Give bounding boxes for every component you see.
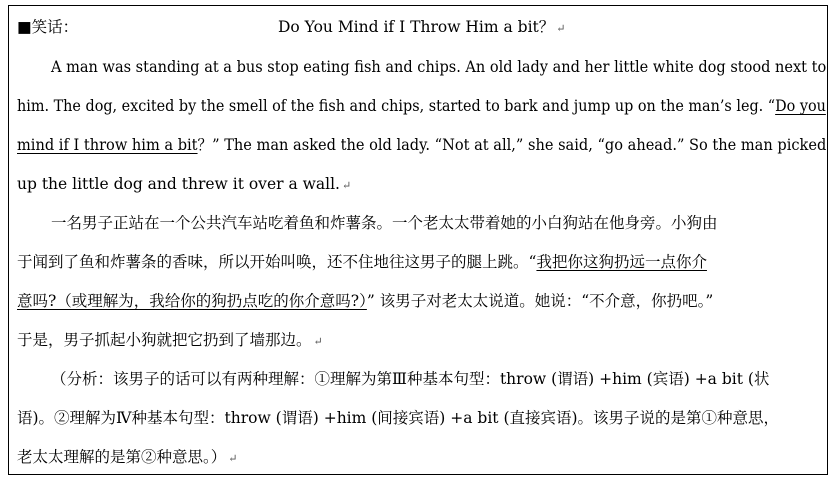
- chinese-line-1-text: 一名男子正站在一个公共汽车站吃着鱼和炸薯条。一个老太太带着她的小白狗站在他身旁。小狗由: [51, 214, 718, 232]
- chinese-line-3-text: ” 该男子对老太太说道。她说：“不介意，你扔吧。”: [366, 292, 714, 310]
- paragraph-mark-icon: ↵: [313, 335, 323, 348]
- chinese-quote-underlined-a: 我把你这狗扔远一点你介: [536, 253, 707, 271]
- english-quote-underlined-a: Do you: [775, 97, 826, 115]
- chinese-line-2: [17, 252, 707, 272]
- english-line-2: [17, 96, 826, 116]
- analysis-line-1-text: （分析：该男子的话可以有两种理解：①理解为第Ⅲ种基本句型：throw (谓语) +him (宾语) +a bit (状: [51, 370, 770, 388]
- english-line-3: [17, 135, 826, 155]
- joke-label: [17, 17, 78, 37]
- joke-label-text: ■笑话：: [17, 18, 79, 36]
- english-line-2-text: him. The dog, excited by the smell of the fish and chips, started to bark and jump up on the man’s leg. “: [17, 97, 776, 115]
- english-line-3-text: ？” The man asked the old lady. “Not at all,” she said, “go ahead.” So the man picked: [197, 136, 827, 154]
- chinese-line-2-text: 于闻到了鱼和炸薯条的香味，所以开始叫唤，还不住地往这男子的腿上跳。“: [17, 253, 537, 271]
- chinese-line-3: [17, 291, 713, 311]
- english-line-1: [51, 57, 826, 77]
- paragraph-mark-icon: ↵: [556, 22, 566, 35]
- chinese-line-4: [17, 330, 323, 352]
- analysis-line-1: [51, 369, 769, 389]
- english-line-4: [17, 174, 351, 196]
- analysis-line-2-text: 语)。②理解为Ⅳ种基本句型：throw (谓语) +him (间接宾语) +a bit (直接宾语)。该男子说的是第①种意思，: [17, 409, 780, 427]
- english-quote-underlined-b: mind if I throw him a bit: [17, 136, 198, 154]
- chinese-line-4-text: 于是，男子抓起小狗就把它扔到了墙那边。: [17, 331, 312, 349]
- analysis-line-3-text: 老太太理解的是第②种意思。）: [17, 448, 227, 466]
- chinese-quote-underlined-b: 意吗?（或理解为，我给你的狗扔点吃的你介意吗?）: [17, 292, 367, 310]
- joke-title-text: Do You Mind if I Throw Him a bit？: [278, 18, 555, 36]
- paragraph-mark-icon: ↵: [341, 179, 352, 192]
- paragraph-mark-icon: ↵: [228, 452, 238, 465]
- analysis-line-2: [17, 408, 779, 428]
- chinese-line-1: [51, 213, 718, 233]
- joke-title: [278, 17, 566, 39]
- english-line-4-text: up the little dog and threw it over a wall.: [17, 175, 340, 193]
- analysis-line-3: [17, 447, 237, 469]
- english-line-1-text: A man was standing at a bus stop eating fish and chips. An old lady and her little white dog stood next to: [51, 58, 827, 76]
